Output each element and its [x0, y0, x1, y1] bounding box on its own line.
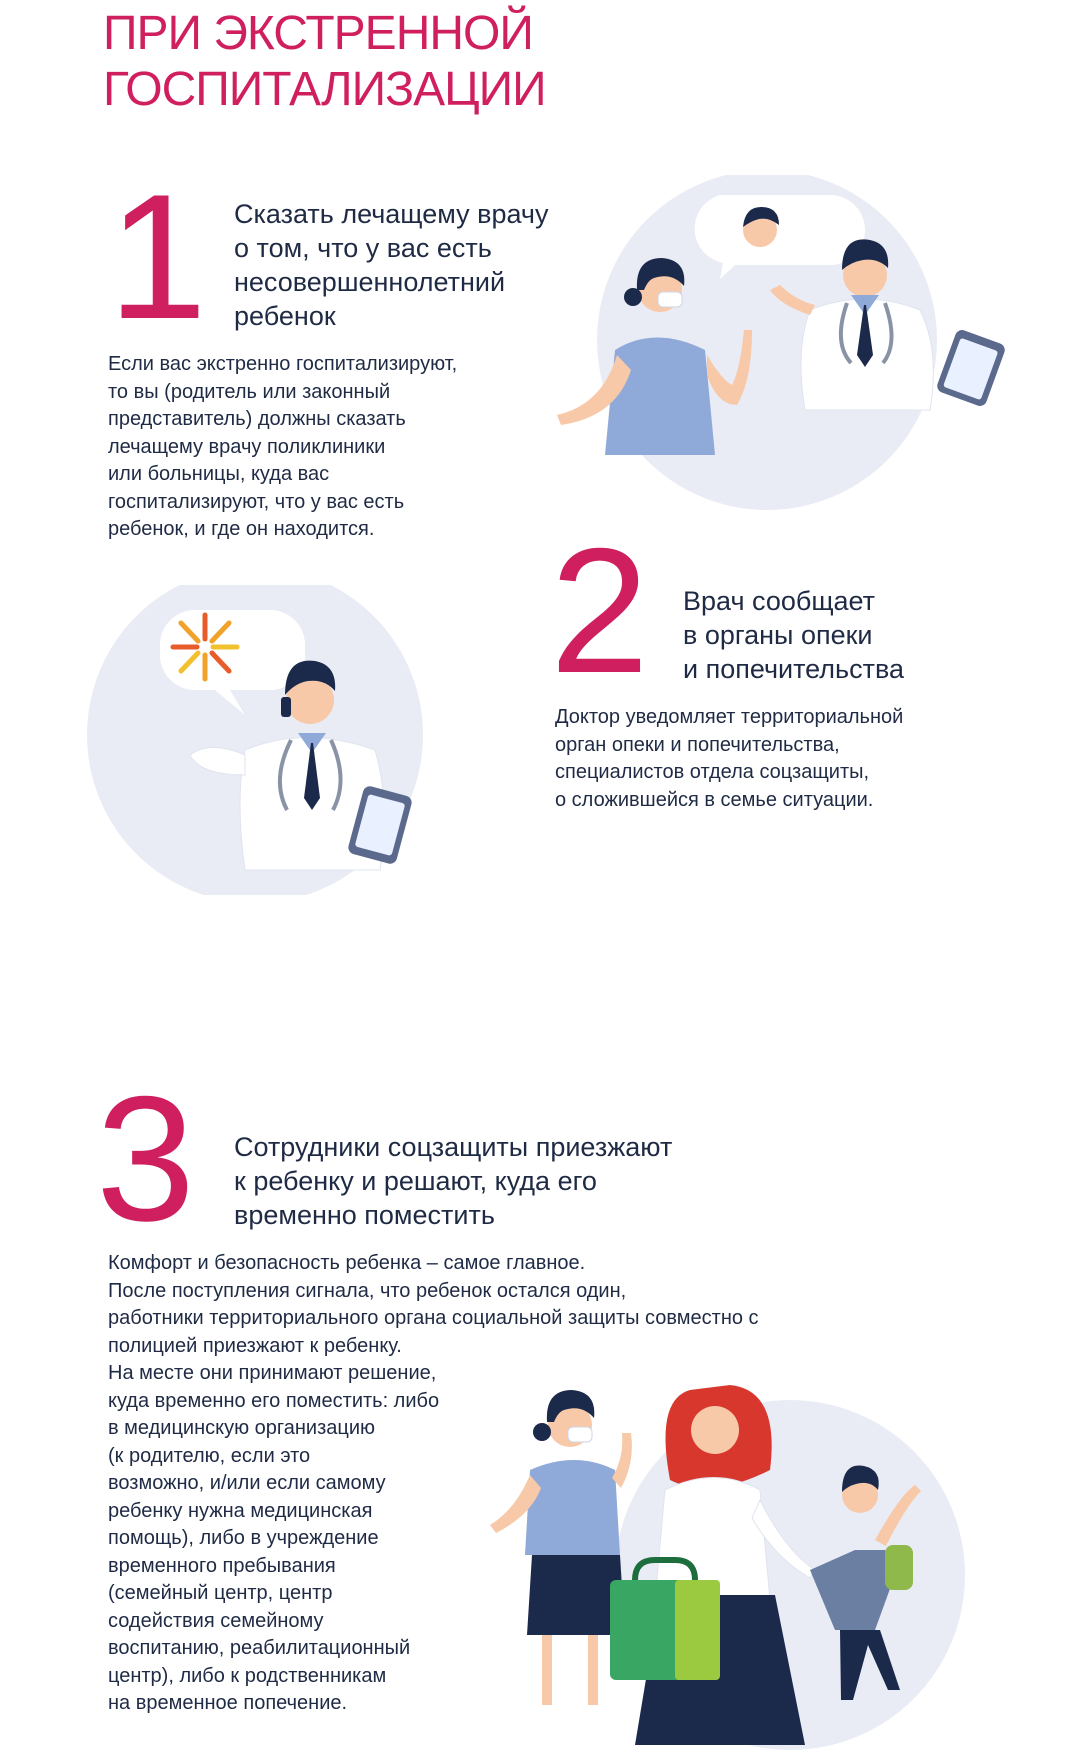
step-2-body: Доктор уведомляет территориальной орган опеки и попечительства, специалистов отдела соцзащиты, о сложившейся в семье ситуации.: [555, 706, 904, 811]
step-2-heading: Врач сообщает в органы опеки и попечительства: [683, 586, 905, 684]
nurse-doctor-illustration: [555, 175, 1075, 525]
family-illustration: [470, 1360, 1070, 1759]
step-3-body: Комфорт и безопасность ребенка – самое главное. После поступления сигнала, что ребенок остался один, работники территориального органа социальной защиты совместно с полицией приезжают к ребенку. На месте они принимают решение, куда временно его поместить: либо в медицинскую организацию (к родителю, если это возможно, и/или если самому ребенку нужна медицинская помощь), либо в учреждение временного пребывания (семейный центр, центр содействия семейному воспитанию, реабилитационный центр), либо к родственникам на временное попечение.: [108, 1252, 759, 1714]
page-title: ПРИ ЭКСТРЕННОЙ ГОСПИТАЛИЗАЦИИ: [103, 7, 546, 116]
step-1-heading: Сказать лечащему врачу о том, что у вас есть несовершеннолетний ребенок: [234, 199, 549, 331]
step-2-number: 2: [550, 511, 649, 710]
doctor-phone-illustration: [85, 585, 465, 895]
step-3-number: 3: [96, 1059, 195, 1258]
step-1-number: 1: [108, 157, 207, 356]
step-3-heading: Сотрудники соцзащиты приезжают к ребенку и решают, куда его временно поместить: [234, 1132, 673, 1230]
step-1-body: Если вас экстренно госпитализируют, то вы (родитель или законный представитель) должны сказать лечащему врачу поликлиники или больницы, куда вас госпитализируют, что у вас есть ребенок, и где он находится.: [108, 353, 458, 540]
